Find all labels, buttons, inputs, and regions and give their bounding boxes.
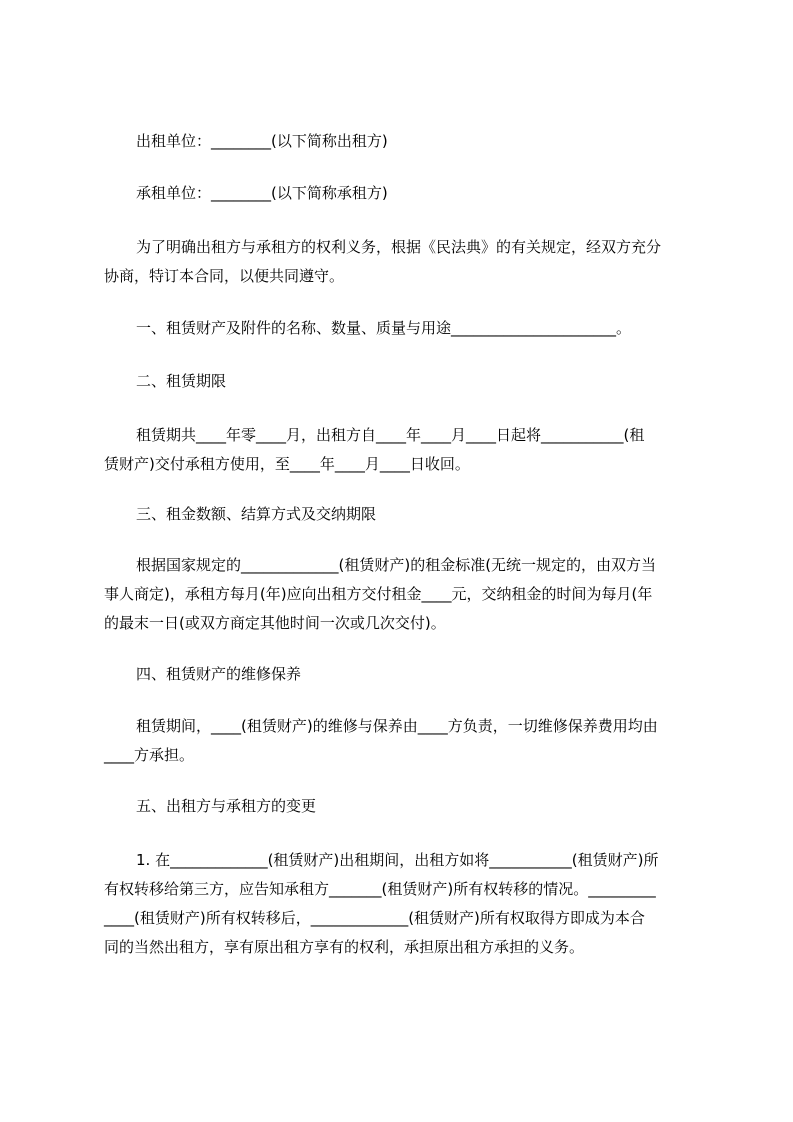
section2-line-1: 租赁期共____年零____月，出租方自____年____月____日起将___________(租 bbox=[136, 426, 645, 444]
section3-title: 三、租金数额、结算方式及交纳期限 bbox=[136, 505, 377, 523]
section3-line-1: 根据国家规定的_____________(租赁财产)的租金标准(无统一规定的，由双方当 bbox=[136, 556, 657, 574]
section3-line-3: 的最末一日(或双方商定其他时间一次或几次交付)。 bbox=[104, 614, 446, 632]
section1-title: 一、租赁财产及附件的名称、数量、质量与用途______________________。 bbox=[136, 319, 632, 337]
section3-line-2: 事人商定)，承租方每月(年)应向出租方交付租金____元，交纳租金的时间为每月(年 bbox=[104, 585, 653, 603]
lessee-line: 承租单位：________(以下简称承租方) bbox=[136, 184, 388, 202]
section4-line-2: ____方承担。 bbox=[104, 746, 195, 764]
section5-line-1: 1. 在_____________(租赁财产)出租期间，出租方如将___________(租赁财产)所 bbox=[136, 851, 659, 869]
intro-line-1: 为了明确出租方与承租方的权利义务，根据《民法典》的有关规定，经双方充分 bbox=[136, 238, 662, 256]
lessor-line: 出租单位：________(以下简称出租方) bbox=[136, 132, 388, 150]
section5-line-2: 有权转移给第三方，应告知承租方_______(租赁财产)所有权转移的情况。_________ bbox=[104, 880, 656, 898]
section4-line-1: 租赁期间，____(租赁财产)的维修与保养由____方负责，一切维修保养费用均由 bbox=[136, 717, 658, 735]
intro-line-2: 协商，特订本合同，以便共同遵守。 bbox=[104, 267, 345, 285]
section2-title: 二、租赁期限 bbox=[136, 372, 227, 390]
section4-title: 四、租赁财产的维修保养 bbox=[136, 665, 302, 683]
section5-line-3: ____(租赁财产)所有权转移后，_____________(租赁财产)所有权取得方即成为本合 bbox=[104, 909, 645, 927]
section2-line-2: 赁财产)交付承租方使用，至____年____月____日收回。 bbox=[104, 455, 470, 473]
section5-line-4: 同的当然出租方，享有原出租方享有的权利，承担原出租方承担的义务。 bbox=[104, 938, 585, 956]
section5-title: 五、出租方与承租方的变更 bbox=[136, 797, 317, 815]
